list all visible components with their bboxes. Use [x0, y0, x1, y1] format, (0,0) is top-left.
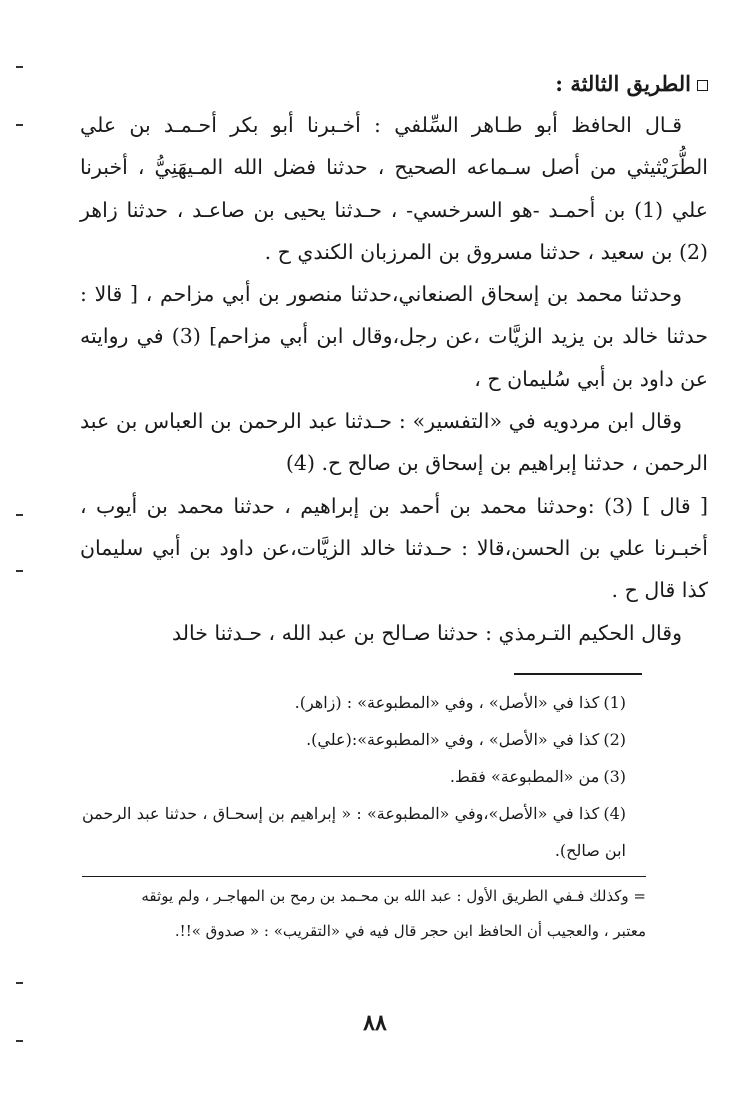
footnote-text: كذا في «الأصل» ، وفي «المطبوعة» : (زاهر).: [294, 693, 600, 712]
footnote-text: كذا في «الأصل» ، وفي «المطبوعة»:(علي).: [306, 730, 600, 749]
footnote: [82, 684, 626, 721]
paragraph: وقال الحكيم التـرمذي : حدثنا صـالح بن عبد الله ، حـدثنا خالد: [171, 620, 682, 645]
section-heading: [80, 64, 708, 104]
footnote-number: (2): [603, 730, 626, 749]
main-text: [80, 64, 708, 654]
footnote-text: من «المطبوعة» فقط.: [449, 767, 600, 786]
continued-footnote-line: = وكذلك فـفي الطريق الأول : عبد الله بن محـمد بن رمح بن المهاجـر ، ولم يوثقه: [141, 887, 646, 905]
square-bullet-icon: [697, 80, 708, 91]
footnote: [82, 795, 626, 869]
footnote-text: كذا في «الأصل»،وفي «المطبوعة» : « إبراهيم بن إسحـاق ، حدثنا عبد الرحمن ابن صالح).: [82, 804, 626, 860]
footnote-number: (1): [603, 693, 626, 712]
footnote-number: (3): [603, 767, 626, 786]
margin-tick: [16, 570, 23, 572]
margin-tick: [16, 1040, 23, 1042]
paragraph: [ قال ] (3) :وحدثنا محمد بن أحمد بن إبراهيم ، حدثنا محمد بن أيوب ، أخبـرنا علي بن الحسن،قالا : حـدثنا خالد الزيَّات،عن داود بن أبي سليمان كذا قال ح .: [80, 493, 708, 603]
footnote: [82, 721, 626, 758]
paragraph: وحدثنا محمد بن إسحاق الصنعاني،حدثنا منصور بن أبي مزاحم ، [ قالا : حدثنا خالد بن يزيد الزيَّات ،عن رجل،وقال ابن أبي مزاحم] (3) في روايته عن داود بن أبي سُليمان ح ،: [80, 282, 708, 391]
footnote: [82, 758, 626, 795]
page-number: ٨٨: [363, 1010, 387, 1036]
section-heading-text: الطريق الثالثة :: [555, 71, 691, 96]
paragraph: قـال الحافظ أبو طـاهر السِّلفي : أخـبرنا أبو بكر أحـمـد بن علي الطُّرَيْثيثي من أصل سـماعه الصحيح ، حدثنا فضل الله المـيهَنِيُّ ، أخبرنا علي (1) بن أحمـد -هو السرخسي- ، حـدثنا يحيى بن صاعـد ، حدثنا زاهر (2) بن سعيد ، حدثنا مسروق بن المرزبان الكندي ح .: [80, 113, 709, 264]
margin-tick: [16, 66, 23, 68]
continued-footnote: [82, 876, 646, 949]
margin-tick: [16, 514, 23, 516]
footnote-separator: [514, 673, 642, 675]
margin-tick: [16, 982, 23, 984]
footnotes: [82, 684, 626, 869]
footnote-number: (4): [603, 804, 626, 823]
paragraph: وقال ابن مردويه في «التفسير» : حـدثنا عبد الرحمن بن العباس بن عبد الرحمن ، حدثنا إبراهيم بن إسحاق بن صالح ح. (4): [80, 409, 708, 476]
margin-tick: [16, 124, 23, 126]
continued-footnote-line: معتبر ، والعجيب أن الحافظ ابن حجر قال فيه في «التقريب» : « صدوق »!!.: [174, 922, 646, 940]
